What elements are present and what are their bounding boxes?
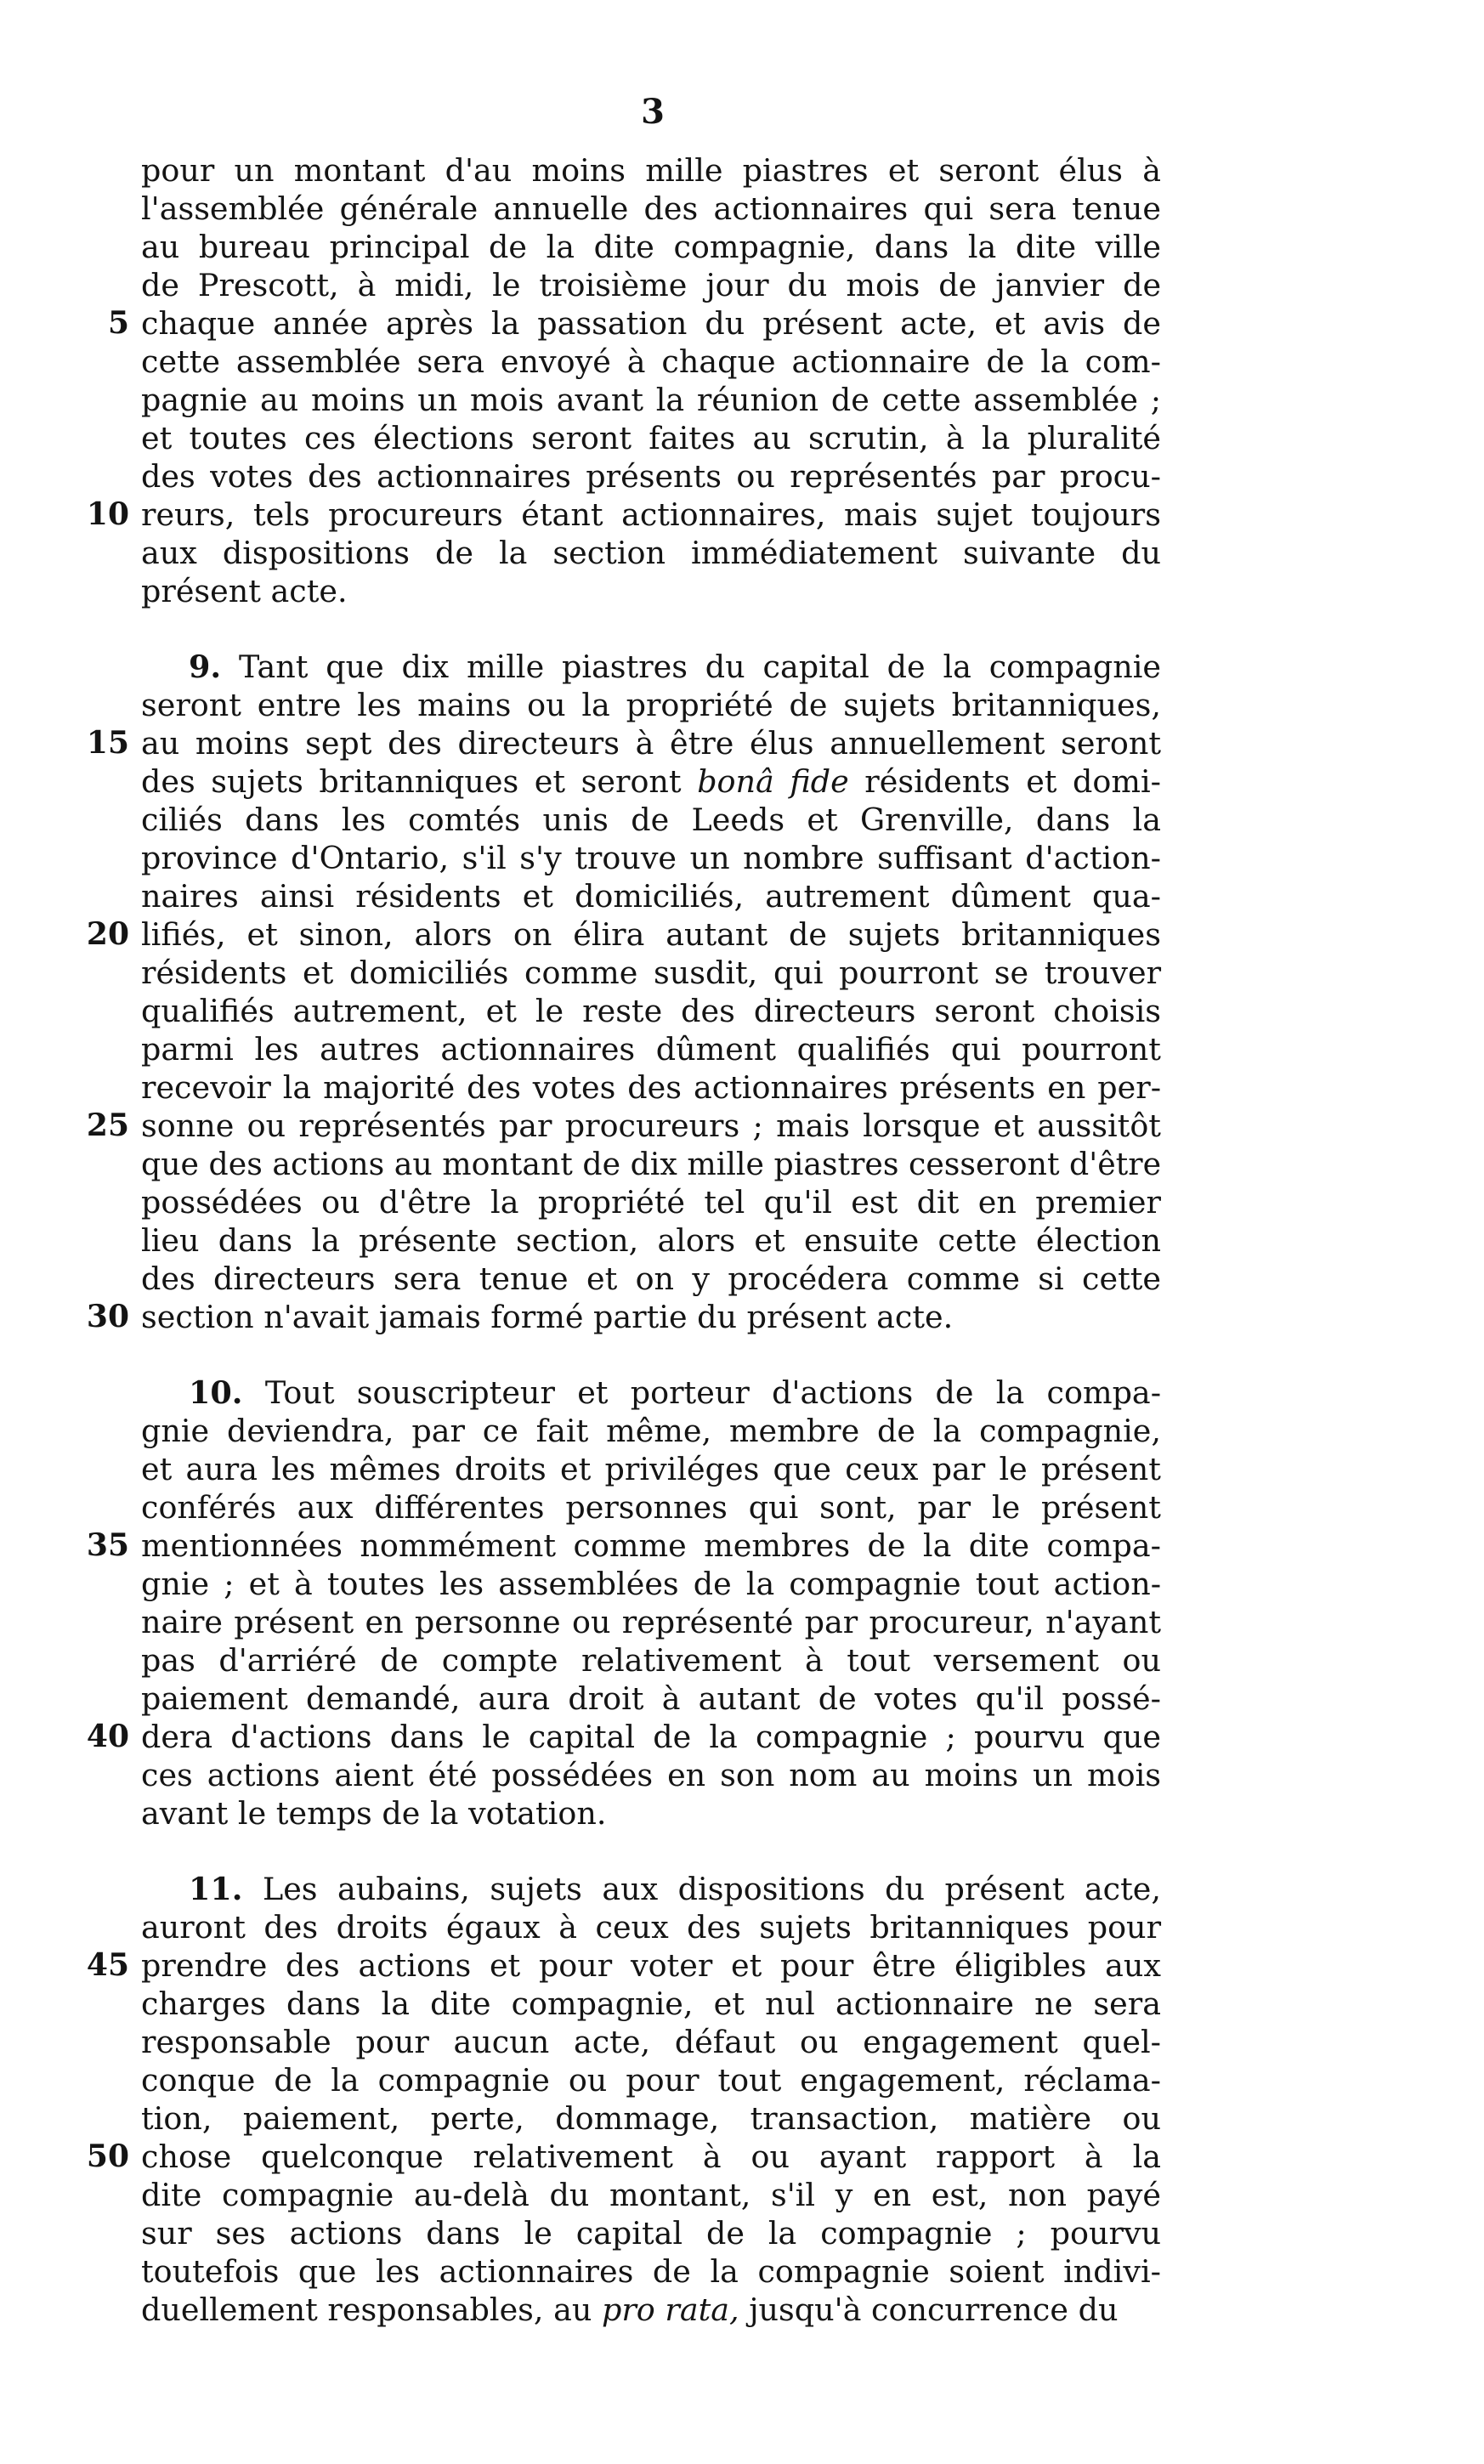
text-line <box>141 1908 1161 1946</box>
line-text <box>141 2252 1161 2291</box>
line-text <box>141 839 1161 877</box>
text-line <box>141 762 1161 801</box>
line-content: duellement responsables, au <box>141 2291 592 2328</box>
line-content: au moins sept des directeurs à être élus annuellement seront <box>141 725 1162 762</box>
line-text <box>141 992 1161 1030</box>
line-content: cette assemblée sera envoyé à chaque actionnaire de la com- <box>141 343 1161 380</box>
line-text <box>141 190 1161 228</box>
text-line <box>141 228 1161 266</box>
line-content: gnie deviendra, par ce fait même, membre de la compagnie, <box>141 1413 1161 1449</box>
line-content: mentionnées nommément comme membres de la dite compa- <box>141 1527 1161 1564</box>
line-text <box>141 457 1161 496</box>
line-content: des directeurs sera tenue et on y procédera comme si cette <box>141 1260 1162 1297</box>
line-content: dite compagnie au-delà du montant, s'il y en est, non payé <box>141 2177 1161 2213</box>
line-text <box>141 686 1161 724</box>
line-text <box>141 1794 606 1832</box>
line-content: conque de la compagnie ou pour tout engagement, réclama- <box>141 2062 1161 2099</box>
text-line <box>141 419 1161 457</box>
line-text <box>141 1488 1161 1527</box>
line-text <box>141 1908 1161 1946</box>
line-text <box>189 648 1161 686</box>
line-content: lifiés, et sinon, alors on élira autant de sujets britanniques <box>141 916 1161 953</box>
line-content: résidents et domiciliés comme susdit, qui pourront se trouver <box>141 954 1162 991</box>
text-line <box>141 572 1161 610</box>
line-text <box>141 304 1161 343</box>
line-content: présent acte. <box>141 573 348 609</box>
document-body <box>86 151 1162 2329</box>
line-text <box>141 1260 1161 1298</box>
text-line <box>141 1794 1161 1832</box>
text-line <box>141 457 1161 496</box>
line-content: sonne ou représentés par procureurs ; mais lorsque et aussitôt <box>141 1107 1161 1144</box>
line-content: ciliés dans les comtés unis de Leeds et Grenville, dans la <box>141 802 1161 838</box>
line-text <box>141 1718 1161 1756</box>
line-content: pas d'arriéré de compte relativement à tout versement ou <box>141 1642 1162 1679</box>
line-text <box>141 1183 1161 1221</box>
line-content: avant le temps de la votation. <box>141 1795 607 1832</box>
text-line <box>141 2214 1161 2252</box>
line-text <box>141 151 1161 190</box>
line-number: 45 <box>86 1947 129 1983</box>
line-text <box>141 1107 1161 1145</box>
line-number: 15 <box>86 725 129 761</box>
text-line <box>141 1260 1161 1298</box>
text-line <box>141 2023 1161 2061</box>
line-content: de Prescott, à midi, le troisième jour du mois de janvier de <box>141 267 1162 303</box>
text-line <box>107 304 1161 343</box>
line-content: et toutes ces élections seront faites au scrutin, à la pluralité <box>141 420 1161 456</box>
line-content: l'assemblée générale annuelle des actionnaires qui sera tenue <box>141 190 1162 227</box>
line-text <box>141 1068 1161 1107</box>
section-number: 11. <box>189 1871 243 1907</box>
line-content: reurs, tels procureurs étant actionnaires, mais sujet toujours <box>141 496 1161 533</box>
line-text <box>141 1756 1161 1794</box>
line-text <box>141 1030 1161 1068</box>
section-9 <box>86 648 1162 1336</box>
line-text <box>141 724 1161 762</box>
line-content: des votes des actionnaires présents ou représentés par procu- <box>141 458 1161 495</box>
line-text <box>141 228 1161 266</box>
line-text <box>141 2176 1161 2214</box>
section-number: 9. <box>189 649 222 685</box>
text-line <box>141 954 1161 992</box>
line-text <box>141 954 1161 992</box>
line-content: au bureau principal de la dite compagnie, dans la dite ville <box>141 229 1161 265</box>
line-text <box>141 343 1161 381</box>
line-content: seront entre les mains ou la propriété de sujets britanniques, <box>141 687 1161 723</box>
text-line <box>141 1374 1161 1412</box>
text-line <box>141 1985 1161 2023</box>
line-content: parmi les autres actionnaires dûment qualifiés qui pourront <box>141 1031 1161 1068</box>
line-content: section n'avait jamais formé partie du présent acte. <box>141 1299 954 1335</box>
line-content-after: résidents et domi- <box>848 763 1162 800</box>
text-line <box>141 1412 1161 1450</box>
text-line <box>141 1870 1161 1908</box>
text-line <box>141 1565 1161 1603</box>
line-text <box>141 1641 1161 1679</box>
text-line <box>86 724 1162 762</box>
line-content: ces actions aient été possédées en son nom au moins un mois <box>141 1757 1161 1793</box>
line-content-after: jusqu'à concurrence du <box>739 2291 1119 2328</box>
text-line <box>141 1679 1161 1718</box>
text-line <box>141 1603 1161 1641</box>
text-line <box>141 686 1161 724</box>
section-number: 10. <box>189 1374 243 1411</box>
text-line <box>141 1641 1161 1679</box>
line-text <box>141 266 1161 304</box>
line-text <box>141 1985 1161 2023</box>
line-number: 40 <box>86 1719 129 1754</box>
text-line <box>141 534 1161 572</box>
line-text <box>141 1603 1161 1641</box>
line-content: naire présent en personne ou représenté par procureur, n'ayant <box>141 1604 1161 1640</box>
text-line <box>86 1946 1161 1985</box>
text-line <box>141 151 1161 190</box>
line-content: Tout souscripteur et porteur d'actions de la compa- <box>264 1374 1162 1411</box>
line-content: province d'Ontario, s'il s'y trouve un nombre suffisant d'action- <box>141 840 1161 876</box>
text-line <box>86 1527 1161 1565</box>
section-11 <box>86 1870 1162 2329</box>
line-content: paiement demandé, aura droit à autant de votes qu'il possé- <box>141 1680 1161 1717</box>
line-text <box>141 1298 953 1336</box>
line-text <box>141 2061 1161 2099</box>
line-content: Les aubains, sujets aux dispositions du présent acte, <box>262 1871 1161 1907</box>
line-number: 20 <box>86 916 129 952</box>
line-text <box>189 1870 1161 1908</box>
line-content: tion, paiement, perte, dommage, transaction, matière ou <box>141 2100 1161 2137</box>
text-line <box>86 2138 1161 2176</box>
line-content: sur ses actions dans le capital de la compagnie ; pourvu <box>141 2215 1162 2252</box>
text-line <box>141 648 1161 686</box>
line-content: et aura les mêmes droits et priviléges que ceux par le présent <box>141 1451 1161 1487</box>
text-line <box>141 1068 1161 1107</box>
line-text <box>141 419 1161 457</box>
text-line <box>141 190 1161 228</box>
line-content: lieu dans la présente section, alors et ensuite cette élection <box>141 1222 1161 1259</box>
line-content: qualifiés autrement, et le reste des directeurs seront choisis <box>141 993 1162 1029</box>
line-text <box>141 2291 1118 2329</box>
text-line <box>141 1221 1161 1260</box>
text-line <box>141 877 1161 915</box>
paragraph-continuation <box>86 151 1162 610</box>
text-line <box>141 992 1161 1030</box>
text-line <box>141 1488 1161 1527</box>
text-line <box>141 266 1161 304</box>
text-line <box>141 343 1161 381</box>
line-number: 25 <box>86 1107 129 1143</box>
text-line <box>141 1183 1161 1221</box>
line-content: chose quelconque relativement à ou ayant rapport à la <box>141 2138 1161 2175</box>
line-text <box>141 915 1161 954</box>
line-content: auront des droits égaux à ceux des sujets britanniques pour <box>141 1909 1162 1946</box>
line-text <box>141 2138 1161 2176</box>
text-line <box>86 1107 1161 1145</box>
line-text <box>141 2099 1161 2138</box>
text-line <box>86 915 1161 954</box>
line-content: aux dispositions de la section immédiatement suivante du <box>141 535 1161 571</box>
line-text <box>141 1679 1161 1718</box>
line-content: prendre des actions et pour voter et pour être éligibles aux <box>141 1947 1161 1984</box>
line-text <box>141 572 348 610</box>
text-line <box>86 496 1161 534</box>
line-content: gnie ; et à toutes les assemblées de la compagnie tout action- <box>141 1566 1162 1602</box>
line-content: pour un montant d'au moins mille piastres et seront élus à <box>141 152 1161 189</box>
text-line <box>141 1030 1161 1068</box>
line-content: conférés aux différentes personnes qui sont, par le présent <box>141 1489 1161 1526</box>
italic-phrase: pro rata, <box>601 2291 739 2328</box>
line-text <box>141 1565 1161 1603</box>
text-line <box>141 2291 1161 2329</box>
line-text <box>141 877 1161 915</box>
page-number: 3 <box>641 92 665 132</box>
line-text <box>189 1374 1161 1412</box>
line-text <box>141 2023 1161 2061</box>
line-content: charges dans la dite compagnie, et nul actionnaire ne sera <box>141 1985 1161 2022</box>
line-text <box>141 1412 1161 1450</box>
line-content: possédées ou d'être la propriété tel qu'il est dit en premier <box>141 1184 1161 1221</box>
line-content: pagnie au moins un mois avant la réunion de cette assemblée ; <box>141 382 1161 418</box>
line-content: chaque année après la passation du présent acte, et avis de <box>141 305 1161 342</box>
text-line <box>141 2099 1161 2138</box>
text-line <box>141 381 1161 419</box>
text-line <box>141 2176 1161 2214</box>
line-text <box>141 2214 1161 2252</box>
line-content: recevoir la majorité des votes des actionnaires présents en per- <box>141 1069 1162 1106</box>
text-line <box>141 801 1161 839</box>
line-text <box>141 1946 1161 1985</box>
line-text <box>141 1450 1161 1488</box>
line-text <box>141 801 1161 839</box>
line-text <box>141 1145 1161 1183</box>
text-line <box>141 839 1161 877</box>
line-text <box>141 762 1161 801</box>
line-content: que des actions au montant de dix mille piastres cesseront d'être <box>141 1146 1162 1182</box>
text-line <box>141 1756 1161 1794</box>
text-line <box>141 1145 1161 1183</box>
section-10 <box>86 1374 1162 1832</box>
line-text <box>141 496 1161 534</box>
text-line <box>141 1450 1161 1488</box>
line-content: toutefois que les actionnaires de la compagnie soient indivi- <box>141 2253 1161 2290</box>
line-text <box>141 1527 1161 1565</box>
line-number: 30 <box>86 1299 129 1334</box>
line-number: 50 <box>86 2138 129 2174</box>
text-line <box>86 1298 1161 1336</box>
line-content: naires ainsi résidents et domiciliés, autrement dûment qua- <box>141 878 1161 915</box>
line-content: des sujets britanniques et seront <box>141 763 682 800</box>
line-text <box>141 381 1161 419</box>
text-line <box>141 2061 1161 2099</box>
text-line <box>141 2252 1161 2291</box>
line-text <box>141 534 1161 572</box>
italic-phrase: bonâ fide <box>697 763 849 800</box>
line-number: 35 <box>86 1527 129 1563</box>
line-text <box>141 1221 1161 1260</box>
line-content: dera d'actions dans le capital de la compagnie ; pourvu que <box>141 1719 1162 1755</box>
line-number: 5 <box>107 305 129 341</box>
line-content: Tant que dix mille piastres du capital de la compagnie <box>238 649 1162 685</box>
line-number: 10 <box>86 496 129 532</box>
text-line <box>86 1718 1162 1756</box>
line-content: responsable pour aucun acte, défaut ou engagement quel- <box>141 2024 1162 2060</box>
